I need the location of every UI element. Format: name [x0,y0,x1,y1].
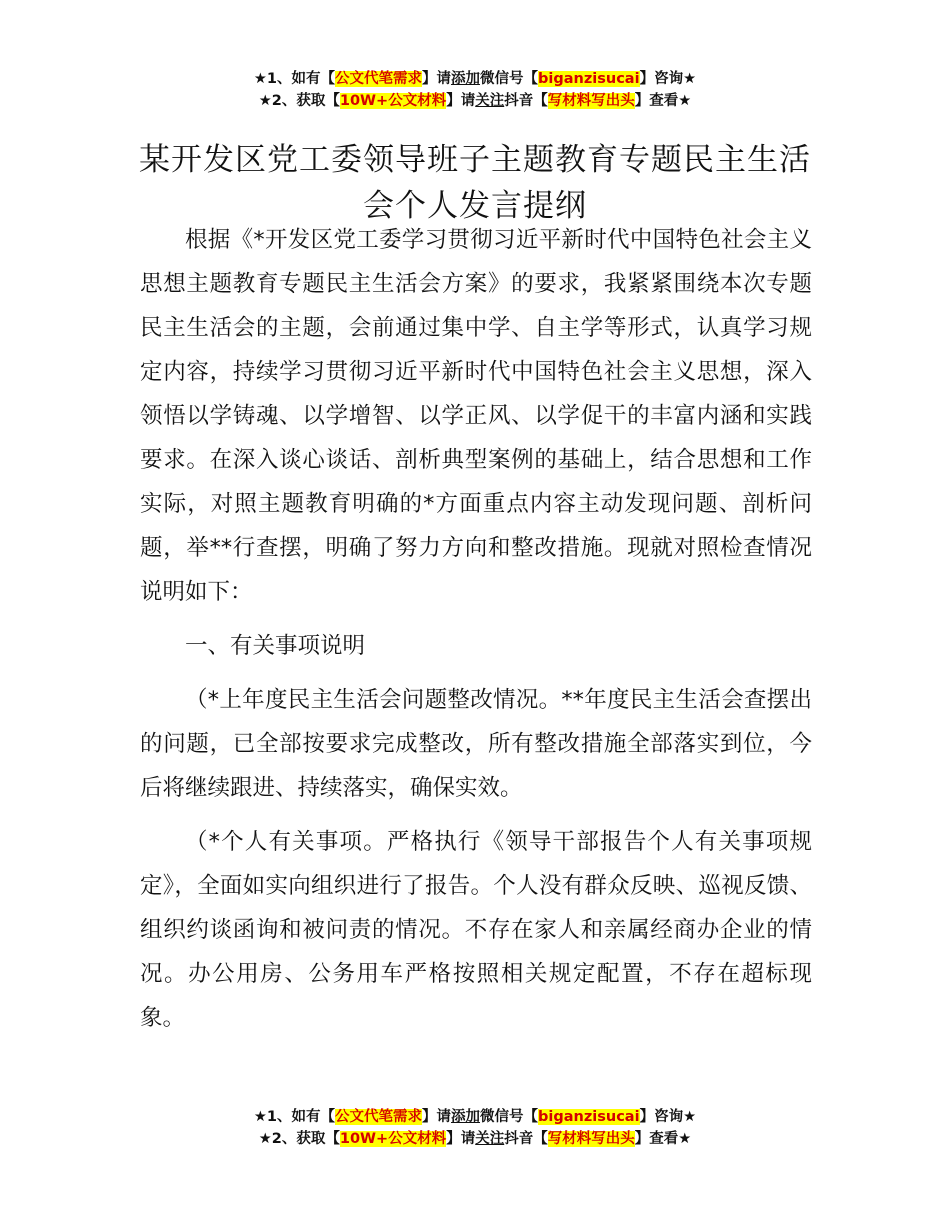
promo-highlight-wechat-id: biganzisucai [538,71,640,87]
promo-text: ★1、如有【 [253,71,336,87]
promo-text: ★2、获取【 [258,93,340,109]
promo-highlight-service: 公文代笔需求 [335,1109,423,1125]
document-title: 某开发区党工委领导班子主题教育专题民主生活会个人发言提纲 [139,141,811,224]
promo-highlight-materials: 10W+公文材料 [339,1131,447,1147]
document-body [140,218,812,1050]
promo-text: 】查看★ [634,93,692,109]
promo-text: 抖音【 [504,1131,548,1147]
promo-text: 】请 [422,1109,452,1125]
promo-text: ★1、如有【 [253,1109,336,1125]
paragraph-personal-matters: （*个人有关事项。严格执行《领导干部报告个人有关事项规定》，全面如实向组织进行了报告。个人没有群众反映、巡视反馈、组织约谈函询和被问责的情况。不存在家人和亲属经商办企业的情况。办公用房、公务用车严格按照相关规定配置，不存在超标现象。 [140,829,812,1031]
promo-underlined-word: 关注 [475,93,505,109]
promo-text: 抖音【 [504,93,548,109]
top-promo-banner [0,68,950,112]
promo-line-1 [0,1106,950,1128]
promo-text: 】查看★ [634,1131,692,1147]
promo-text: 】请 [422,71,452,87]
promo-underlined-word: 添加 [451,71,481,87]
bottom-promo-banner [0,1106,950,1150]
promo-line-2 [0,90,950,112]
paragraph-intro: 根据《*开发区党工委学习贯彻习近平新时代中国特色社会主义思想主题教育专题民主生活会方案》的要求，我紧紧围绕本次专题民主生活会的主题，会前通过集中学、自主学等形式，认真学习规定内容，持续学习贯彻习近平新时代中国特色社会主义思想，深入领悟以学铸魂、以学增智、以学正风、以学促干的丰富内涵和实践要求。在深入谈心谈话、剖析典型案例的基础上，结合思想和工作实际，对照主题教育明确的*方面重点内容主动发现问题、剖析问题，举**行查摆，明确了努力方向和整改措施。现就对照检查情况说明如下： [140,227,812,605]
section-heading-1: 一、有关事项说明 [185,633,366,659]
promo-text: 微信号【 [480,1109,539,1125]
paragraph-rectification: （*上年度民主生活会问题整改情况。**年度民主生活会查摆出的问题，已全部按要求完成整改，所有整改措施全部落实到位，今后将继续跟进、持续落实，确保实效。 [140,687,812,801]
promo-text: 微信号【 [480,71,539,87]
promo-underlined-word: 添加 [451,1109,481,1125]
promo-text: 】请 [446,93,476,109]
promo-highlight-service: 公文代笔需求 [335,71,423,87]
promo-underlined-word: 关注 [475,1131,505,1147]
promo-text: 】咨询★ [639,1109,697,1125]
promo-highlight-wechat-id: biganzisucai [538,1109,640,1125]
promo-text: ★2、获取【 [258,1131,340,1147]
promo-text: 】咨询★ [639,71,697,87]
promo-line-1 [0,68,950,90]
promo-line-2 [0,1128,950,1150]
promo-highlight-douyin-account: 写材料写出头 [547,1131,635,1147]
promo-text: 】请 [446,1131,476,1147]
promo-highlight-douyin-account: 写材料写出头 [547,93,635,109]
promo-highlight-materials: 10W+公文材料 [339,93,447,109]
